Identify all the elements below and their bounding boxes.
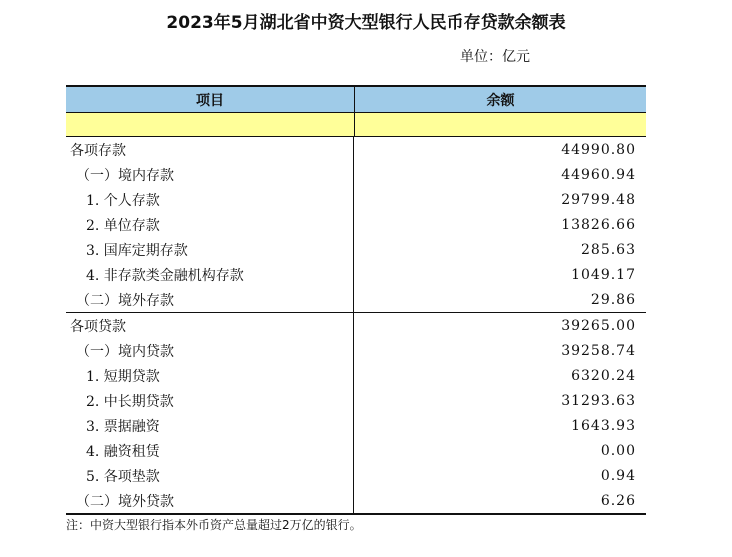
balance-table [66, 85, 646, 515]
row-label: （二）境外贷款 [66, 488, 354, 513]
row-value: 13826.66 [561, 216, 636, 233]
table-row [66, 363, 646, 388]
table-header [66, 87, 646, 113]
row-label: （一）境内贷款 [66, 338, 354, 363]
row-label: 各项贷款 [66, 313, 354, 338]
row-value: 1049.17 [571, 266, 636, 283]
table-row [66, 338, 646, 363]
table-row [66, 438, 646, 463]
row-value: 44960.94 [561, 166, 636, 183]
row-label: 3. 票据融资 [66, 413, 354, 438]
table-row [66, 313, 646, 338]
row-label: 4. 非存款类金融机构存款 [66, 262, 354, 287]
row-label: 4. 融资租赁 [66, 438, 354, 463]
row-label: 5. 各项垫款 [66, 463, 354, 488]
row-label: 1. 短期贷款 [66, 363, 354, 388]
footnote: 注：中资大型银行指本外币资产总量超过2万亿的银行。 [66, 518, 362, 532]
table-row [66, 262, 646, 287]
row-value: 6.26 [600, 492, 636, 509]
row-label: （二）境外存款 [66, 287, 354, 312]
table-row [66, 212, 646, 237]
table-row [66, 388, 646, 413]
header-balance: 余额 [486, 92, 515, 109]
row-label: 3. 国库定期存款 [66, 237, 354, 262]
row-label: 1. 个人存款 [66, 187, 354, 212]
row-label: 2. 中长期贷款 [66, 388, 354, 413]
row-value: 6320.24 [571, 367, 636, 384]
row-label: （一）境内存款 [66, 162, 354, 187]
row-value: 0.94 [600, 467, 636, 484]
highlight-row [66, 113, 646, 137]
row-value: 31293.63 [561, 392, 636, 409]
table-row [66, 413, 646, 438]
table-row [66, 463, 646, 488]
row-value: 0.00 [600, 442, 636, 459]
row-value: 29799.48 [561, 191, 636, 208]
header-item: 项目 [66, 87, 355, 112]
page-title: 2023年5月湖北省中资大型银行人民币存贷款余额表 [166, 13, 566, 33]
unit-label: 单位：亿元 [460, 49, 530, 65]
table-row [66, 137, 646, 162]
row-value: 285.63 [581, 241, 636, 258]
table-row [66, 162, 646, 187]
loans-group [66, 313, 646, 513]
row-label: 各项存款 [66, 137, 354, 162]
row-label: 2. 单位存款 [66, 212, 354, 237]
table-row [66, 488, 646, 513]
row-value: 1643.93 [571, 417, 636, 434]
row-value: 39265.00 [561, 317, 636, 334]
deposits-group [66, 137, 646, 313]
highlight-cell-item [66, 113, 355, 136]
table-row [66, 237, 646, 262]
row-value: 39258.74 [561, 342, 636, 359]
row-value: 29.86 [590, 291, 636, 308]
table-row [66, 287, 646, 312]
table-row [66, 187, 646, 212]
highlight-cell-balance [355, 113, 646, 136]
row-value: 44990.80 [561, 141, 636, 158]
